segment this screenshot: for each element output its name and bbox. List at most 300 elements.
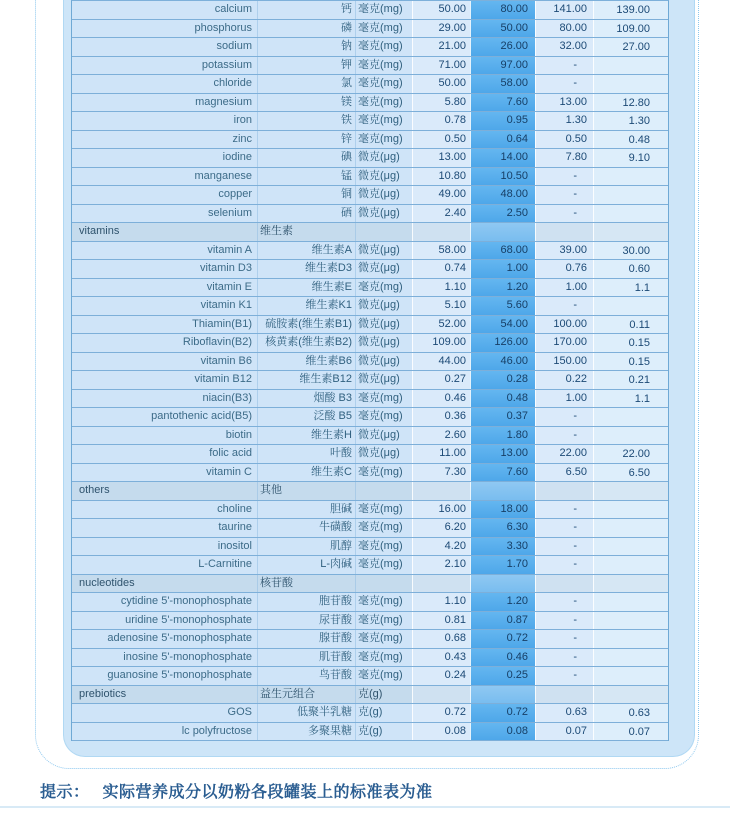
cell-value-3: 6.50 xyxy=(535,464,593,482)
cell-value-1: 2.40 xyxy=(412,205,470,223)
cell-value-3: 141.00 xyxy=(535,1,593,19)
cell-unit: 克(g) xyxy=(355,704,412,722)
cell-name-en: inosine 5'-monophosphate xyxy=(123,650,252,663)
cell-value-3: 80.00 xyxy=(535,20,593,38)
cell-unit: 毫克(mg) xyxy=(355,464,412,482)
cell-unit: 毫克(mg) xyxy=(355,279,412,297)
cell-value-1: 50.00 xyxy=(412,1,470,19)
cell-value-4 xyxy=(593,667,668,685)
cell-name-zh: 维生素A xyxy=(257,242,355,260)
cell-unit: 毫克(mg) xyxy=(355,538,412,556)
section-name-en: others xyxy=(79,484,110,497)
cell-value-2-highlighted: 14.00 xyxy=(470,149,535,167)
cell-value-4 xyxy=(593,556,668,574)
cell-value-4 xyxy=(593,649,668,667)
cell-name-zh: 铜 xyxy=(257,186,355,204)
cell-value-2-highlighted: 2.50 xyxy=(470,205,535,223)
bottom-divider xyxy=(0,806,730,808)
cell-name-en: Thiamin(B1) xyxy=(192,317,252,330)
cell-value-4: 1.1 xyxy=(593,390,668,408)
cell-unit: 克(g) xyxy=(355,723,412,741)
cell-value-1: 0.43 xyxy=(412,649,470,667)
cell-unit: 毫克(mg) xyxy=(355,501,412,519)
cell-name-zh: 钙 xyxy=(257,1,355,19)
cell-name-zh: 尿苷酸 xyxy=(257,612,355,630)
cell-value-1 xyxy=(412,575,470,593)
cell-name-en: selenium xyxy=(207,206,252,219)
cell-value-3: - xyxy=(535,519,593,537)
table-row xyxy=(72,149,668,168)
cell-unit: 微克(μg) xyxy=(355,297,412,315)
section-name-zh: 维生素 xyxy=(257,223,355,241)
cell-value-3: 0.07 xyxy=(535,723,593,741)
cell-unit: 微克(μg) xyxy=(355,168,412,186)
cell-name-zh: 锰 xyxy=(257,168,355,186)
cell-value-3: 150.00 xyxy=(535,353,593,371)
cell-unit: 微克(μg) xyxy=(355,186,412,204)
cell-value-2-highlighted: 58.00 xyxy=(470,75,535,93)
section-header-row xyxy=(72,575,668,594)
cell-value-3: - xyxy=(535,612,593,630)
cell-name-en: vitamin E xyxy=(206,280,252,293)
cell-name-en: vitamin K1 xyxy=(200,299,252,312)
cell-value-2-highlighted: 54.00 xyxy=(470,316,535,334)
table-row xyxy=(72,427,668,446)
cell-value-3: 0.76 xyxy=(535,260,593,278)
cell-unit: 毫克(mg) xyxy=(355,20,412,38)
cell-value-4: 22.00 xyxy=(593,445,668,463)
cell-name-en: manganese xyxy=(194,169,252,182)
cell-value-1: 0.68 xyxy=(412,630,470,648)
cell-name-en: vitamin B6 xyxy=(200,354,252,367)
section-header-row xyxy=(72,223,668,242)
cell-value-2-highlighted: 0.95 xyxy=(470,112,535,130)
cell-name-en: potassium xyxy=(201,58,252,71)
cell-name-en: chloride xyxy=(213,77,252,90)
cell-unit: 毫克(mg) xyxy=(355,649,412,667)
cell-value-2-highlighted: 18.00 xyxy=(470,501,535,519)
cell-value-2-highlighted: 0.72 xyxy=(470,704,535,722)
cell-name-en: adenosine 5'-monophosphate xyxy=(107,632,252,645)
cell-value-2-highlighted: 126.00 xyxy=(470,334,535,352)
cell-value-1: 1.10 xyxy=(412,593,470,611)
cell-value-4: 0.21 xyxy=(593,371,668,389)
cell-value-3 xyxy=(535,686,593,704)
table-row xyxy=(72,168,668,187)
cell-value-3: - xyxy=(535,427,593,445)
cell-value-3: 32.00 xyxy=(535,38,593,56)
cell-value-2-highlighted: 1.00 xyxy=(470,260,535,278)
cell-value-4: 0.15 xyxy=(593,334,668,352)
table-row xyxy=(72,112,668,131)
section-name-en: prebiotics xyxy=(79,687,127,700)
cell-unit: 微克(μg) xyxy=(355,353,412,371)
cell-value-3: 0.63 xyxy=(535,704,593,722)
cell-value-2-highlighted: 7.60 xyxy=(470,94,535,112)
cell-unit: 微克(μg) xyxy=(355,149,412,167)
cell-name-en: phosphorus xyxy=(194,21,252,34)
cell-value-1: 0.50 xyxy=(412,131,470,149)
cell-unit xyxy=(355,482,412,500)
cell-value-1: 0.24 xyxy=(412,667,470,685)
cell-value-3: 22.00 xyxy=(535,445,593,463)
cell-value-3: - xyxy=(535,297,593,315)
table-row xyxy=(72,75,668,94)
table-row xyxy=(72,723,668,742)
section-name-zh: 其他 xyxy=(257,482,355,500)
table-row xyxy=(72,630,668,649)
cell-value-1: 0.72 xyxy=(412,704,470,722)
cell-value-2-highlighted: 7.60 xyxy=(470,464,535,482)
cell-unit: 微克(μg) xyxy=(355,242,412,260)
cell-name-zh: L-肉碱 xyxy=(257,556,355,574)
table-row xyxy=(72,649,668,668)
cell-value-4: 1.30 xyxy=(593,112,668,130)
cell-value-1: 58.00 xyxy=(412,242,470,260)
cell-value-1: 0.08 xyxy=(412,723,470,741)
cell-value-4 xyxy=(593,575,668,593)
cell-value-2-highlighted xyxy=(470,482,535,500)
table-row xyxy=(72,186,668,205)
cell-value-2-highlighted: 10.50 xyxy=(470,168,535,186)
cell-name-en: L-Carnitine xyxy=(198,558,252,571)
cell-value-4: 0.48 xyxy=(593,131,668,149)
cell-name-zh: 钠 xyxy=(257,38,355,56)
cell-value-2-highlighted: 0.64 xyxy=(470,131,535,149)
cell-value-3: 1.00 xyxy=(535,390,593,408)
cell-value-2-highlighted: 26.00 xyxy=(470,38,535,56)
cell-name-en: uridine 5'-monophosphate xyxy=(125,613,252,626)
cell-value-2-highlighted xyxy=(470,686,535,704)
cell-value-3: - xyxy=(535,186,593,204)
cell-name-en: cytidine 5'-monophosphate xyxy=(120,595,252,608)
section-name-en: nucleotides xyxy=(79,576,135,589)
cell-value-4: 139.00 xyxy=(593,1,668,19)
cell-value-3: 100.00 xyxy=(535,316,593,334)
cell-value-4 xyxy=(593,593,668,611)
cell-name-zh: 铁 xyxy=(257,112,355,130)
cell-name-zh: 硒 xyxy=(257,205,355,223)
cell-value-4: 0.63 xyxy=(593,704,668,722)
cell-value-3: - xyxy=(535,168,593,186)
cell-value-3 xyxy=(535,575,593,593)
table-row xyxy=(72,408,668,427)
table-row xyxy=(72,316,668,335)
cell-unit: 毫克(mg) xyxy=(355,667,412,685)
cell-value-2-highlighted: 0.37 xyxy=(470,408,535,426)
cell-value-2-highlighted: 0.25 xyxy=(470,667,535,685)
cell-unit: 毫克(mg) xyxy=(355,556,412,574)
cell-value-1: 0.78 xyxy=(412,112,470,130)
cell-name-zh: 维生素K1 xyxy=(257,297,355,315)
cell-name-zh: 维生素B6 xyxy=(257,353,355,371)
cell-unit: 微克(μg) xyxy=(355,371,412,389)
cell-value-3: 1.00 xyxy=(535,279,593,297)
cell-name-en: guanosine 5'-monophosphate xyxy=(107,669,252,682)
cell-name-zh: 胞苷酸 xyxy=(257,593,355,611)
cell-unit xyxy=(355,575,412,593)
table-row xyxy=(72,556,668,575)
cell-name-zh: 维生素D3 xyxy=(257,260,355,278)
table-row xyxy=(72,279,668,298)
cell-value-3: - xyxy=(535,57,593,75)
cell-name-en: vitamin A xyxy=(207,243,252,256)
cell-value-3 xyxy=(535,223,593,241)
cell-value-3: 39.00 xyxy=(535,242,593,260)
cell-value-2-highlighted: 1.80 xyxy=(470,427,535,445)
cell-value-4 xyxy=(593,57,668,75)
cell-value-4 xyxy=(593,297,668,315)
table-row xyxy=(72,445,668,464)
table-row xyxy=(72,371,668,390)
cell-value-2-highlighted: 0.48 xyxy=(470,390,535,408)
cell-name-en: Riboflavin(B2) xyxy=(182,336,252,349)
cell-value-2-highlighted: 0.28 xyxy=(470,371,535,389)
cell-name-en: vitamin D3 xyxy=(200,262,252,275)
cell-name-zh: 肌苷酸 xyxy=(257,649,355,667)
section-name-zh: 核苷酸 xyxy=(257,575,355,593)
cell-value-2-highlighted: 3.30 xyxy=(470,538,535,556)
cell-value-3: - xyxy=(535,630,593,648)
cell-name-en: vitamin C xyxy=(206,465,252,478)
cell-value-4 xyxy=(593,75,668,93)
cell-value-4: 0.60 xyxy=(593,260,668,278)
cell-name-en: folic acid xyxy=(209,447,252,460)
cell-name-zh: 磷 xyxy=(257,20,355,38)
cell-value-4 xyxy=(593,482,668,500)
cell-unit: 克(g) xyxy=(355,686,412,704)
cell-value-4 xyxy=(593,223,668,241)
cell-value-3: 170.00 xyxy=(535,334,593,352)
cell-value-2-highlighted xyxy=(470,223,535,241)
cell-name-zh: 维生素B12 xyxy=(257,371,355,389)
table-row xyxy=(72,390,668,409)
cell-name-en: niacin(B3) xyxy=(202,391,252,404)
cell-name-zh: 维生素C xyxy=(257,464,355,482)
cell-value-1: 0.74 xyxy=(412,260,470,278)
cell-unit: 毫克(mg) xyxy=(355,38,412,56)
cell-unit: 毫克(mg) xyxy=(355,390,412,408)
cell-value-1: 109.00 xyxy=(412,334,470,352)
cell-value-3: - xyxy=(535,408,593,426)
cell-value-4 xyxy=(593,168,668,186)
table-row xyxy=(72,20,668,39)
table-row xyxy=(72,464,668,483)
cell-unit: 毫克(mg) xyxy=(355,57,412,75)
cell-value-4 xyxy=(593,519,668,537)
cell-value-4: 12.80 xyxy=(593,94,668,112)
cell-name-zh: 维生素H xyxy=(257,427,355,445)
cell-value-2-highlighted: 46.00 xyxy=(470,353,535,371)
table-row xyxy=(72,94,668,113)
cell-name-zh: 腺苷酸 xyxy=(257,630,355,648)
table-row xyxy=(72,593,668,612)
cell-value-4: 0.15 xyxy=(593,353,668,371)
cell-value-1: 29.00 xyxy=(412,20,470,38)
cell-name-zh: 泛酸 B5 xyxy=(257,408,355,426)
cell-name-en: biotin xyxy=(225,428,252,441)
cell-unit: 毫克(mg) xyxy=(355,408,412,426)
cell-value-4: 109.00 xyxy=(593,20,668,38)
cell-value-4: 1.1 xyxy=(593,279,668,297)
cell-value-1: 6.20 xyxy=(412,519,470,537)
cell-name-zh: 钾 xyxy=(257,57,355,75)
cell-value-2-highlighted: 1.20 xyxy=(470,279,535,297)
cell-name-en: pantothenic acid(B5) xyxy=(151,410,252,423)
cell-value-3: - xyxy=(535,538,593,556)
tip-label: 提示： xyxy=(40,784,90,801)
cell-value-3: 0.22 xyxy=(535,371,593,389)
cell-value-1: 7.30 xyxy=(412,464,470,482)
cell-value-1: 0.27 xyxy=(412,371,470,389)
cell-name-zh: 牛磺酸 xyxy=(257,519,355,537)
cell-value-3: 0.50 xyxy=(535,131,593,149)
cell-value-3: 1.30 xyxy=(535,112,593,130)
cell-value-2-highlighted: 80.00 xyxy=(470,1,535,19)
cell-value-3: - xyxy=(535,667,593,685)
cell-value-4 xyxy=(593,427,668,445)
cell-value-4: 9.10 xyxy=(593,149,668,167)
cell-value-1: 44.00 xyxy=(412,353,470,371)
cell-name-en: zinc xyxy=(232,132,252,145)
table-row xyxy=(72,1,668,20)
cell-name-zh: 胆碱 xyxy=(257,501,355,519)
cell-value-4: 27.00 xyxy=(593,38,668,56)
section-name-en: vitamins xyxy=(79,225,120,238)
table-row xyxy=(72,519,668,538)
cell-name-zh: 碘 xyxy=(257,149,355,167)
cell-value-1: 13.00 xyxy=(412,149,470,167)
cell-value-2-highlighted: 5.60 xyxy=(470,297,535,315)
cell-name-en: iron xyxy=(233,114,252,127)
cell-value-2-highlighted: 13.00 xyxy=(470,445,535,463)
cell-name-en: taurine xyxy=(218,521,252,534)
cell-value-1: 0.36 xyxy=(412,408,470,426)
cell-value-2-highlighted: 1.70 xyxy=(470,556,535,574)
cell-name-zh: 氯 xyxy=(257,75,355,93)
cell-value-3: - xyxy=(535,75,593,93)
section-header-row xyxy=(72,482,668,501)
cell-value-3: 13.00 xyxy=(535,94,593,112)
cell-unit: 毫克(mg) xyxy=(355,630,412,648)
cell-unit: 毫克(mg) xyxy=(355,593,412,611)
cell-value-1: 4.20 xyxy=(412,538,470,556)
cell-unit: 微克(μg) xyxy=(355,427,412,445)
cell-unit: 微克(μg) xyxy=(355,445,412,463)
table-row xyxy=(72,334,668,353)
cell-value-3: 7.80 xyxy=(535,149,593,167)
cell-name-zh: 低聚半乳糖 xyxy=(257,704,355,722)
cell-value-3 xyxy=(535,482,593,500)
table-row xyxy=(72,242,668,261)
cell-value-4 xyxy=(593,686,668,704)
cell-value-2-highlighted: 0.46 xyxy=(470,649,535,667)
cell-value-1 xyxy=(412,686,470,704)
table-row xyxy=(72,260,668,279)
cell-unit: 毫克(mg) xyxy=(355,612,412,630)
tip-note xyxy=(40,779,433,802)
table-row xyxy=(72,38,668,57)
cell-value-2-highlighted: 0.72 xyxy=(470,630,535,648)
nutrition-table xyxy=(71,0,669,741)
cell-value-4 xyxy=(593,501,668,519)
table-row xyxy=(72,131,668,150)
cell-name-zh: 核黄素(维生素B2) xyxy=(257,334,355,352)
cell-value-1: 21.00 xyxy=(412,38,470,56)
cell-value-4 xyxy=(593,612,668,630)
cell-value-1: 52.00 xyxy=(412,316,470,334)
cell-value-3: - xyxy=(535,649,593,667)
cell-unit: 毫克(mg) xyxy=(355,112,412,130)
cell-name-zh: 肌醇 xyxy=(257,538,355,556)
cell-value-3: - xyxy=(535,593,593,611)
cell-value-1: 0.46 xyxy=(412,390,470,408)
cell-value-1: 71.00 xyxy=(412,57,470,75)
cell-value-2-highlighted: 0.87 xyxy=(470,612,535,630)
cell-value-3: - xyxy=(535,556,593,574)
cell-value-4 xyxy=(593,205,668,223)
table-row xyxy=(72,353,668,372)
cell-unit: 毫克(mg) xyxy=(355,519,412,537)
cell-value-4 xyxy=(593,538,668,556)
cell-name-en: lc polyfructose xyxy=(181,724,252,737)
cell-value-1: 10.80 xyxy=(412,168,470,186)
cell-value-1: 49.00 xyxy=(412,186,470,204)
cell-value-1: 2.60 xyxy=(412,427,470,445)
cell-value-1: 1.10 xyxy=(412,279,470,297)
table-row xyxy=(72,501,668,520)
cell-value-2-highlighted: 1.20 xyxy=(470,593,535,611)
cell-name-zh: 多聚果糖 xyxy=(257,723,355,741)
cell-name-en: GOS xyxy=(227,706,252,719)
cell-name-zh: 维生素E xyxy=(257,279,355,297)
table-row xyxy=(72,205,668,224)
cell-name-zh: 锌 xyxy=(257,131,355,149)
cell-name-zh: 烟酸 B3 xyxy=(257,390,355,408)
cell-unit: 毫克(mg) xyxy=(355,1,412,19)
cell-value-1 xyxy=(412,482,470,500)
table-row xyxy=(72,297,668,316)
cell-value-2-highlighted: 97.00 xyxy=(470,57,535,75)
cell-value-2-highlighted: 50.00 xyxy=(470,20,535,38)
cell-value-3: - xyxy=(535,501,593,519)
cell-value-4: 30.00 xyxy=(593,242,668,260)
cell-value-4: 0.11 xyxy=(593,316,668,334)
cell-name-en: choline xyxy=(217,502,252,515)
cell-name-zh: 硫胺素(维生素B1) xyxy=(257,316,355,334)
section-header-row xyxy=(72,686,668,705)
cell-value-2-highlighted xyxy=(470,575,535,593)
cell-value-2-highlighted: 6.30 xyxy=(470,519,535,537)
table-row xyxy=(72,704,668,723)
cell-value-4 xyxy=(593,630,668,648)
cell-value-4 xyxy=(593,186,668,204)
cell-unit xyxy=(355,223,412,241)
cell-value-4: 6.50 xyxy=(593,464,668,482)
cell-unit: 微克(μg) xyxy=(355,316,412,334)
cell-unit: 微克(μg) xyxy=(355,260,412,278)
cell-name-en: inositol xyxy=(217,539,252,552)
cell-value-4 xyxy=(593,408,668,426)
cell-name-zh: 镁 xyxy=(257,94,355,112)
cell-unit: 微克(μg) xyxy=(355,205,412,223)
tip-text: 实际营养成分以奶粉各段罐装上的标准表为准 xyxy=(102,784,433,801)
table-row xyxy=(72,667,668,686)
cell-unit: 毫克(mg) xyxy=(355,131,412,149)
table-row xyxy=(72,57,668,76)
cell-value-2-highlighted: 48.00 xyxy=(470,186,535,204)
cell-value-1: 11.00 xyxy=(412,445,470,463)
